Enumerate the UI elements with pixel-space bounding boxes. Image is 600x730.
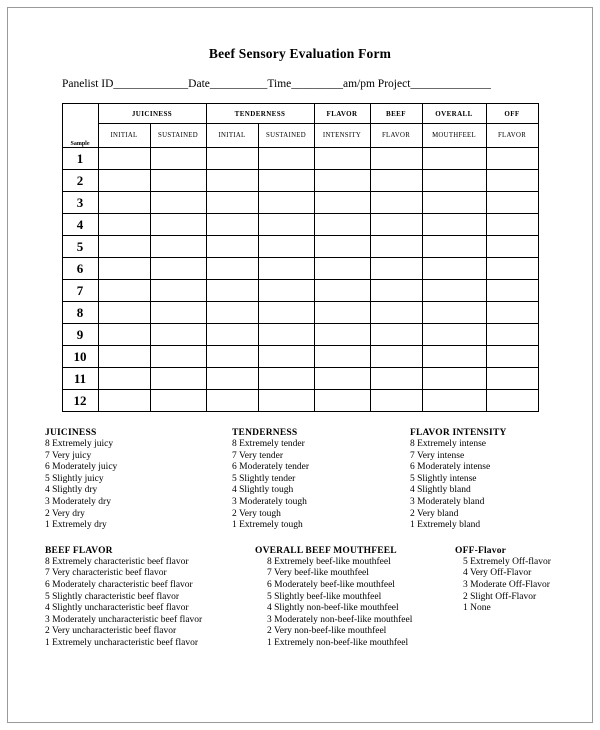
entry-cell	[98, 148, 150, 170]
entry-cell	[258, 346, 314, 368]
entry-cell	[258, 192, 314, 214]
entry-cell	[370, 192, 422, 214]
sample-number: 5	[62, 236, 98, 258]
entry-cell	[314, 192, 370, 214]
entry-cell	[206, 214, 258, 236]
sub-header-6-mouthfeel: MOUTHFEEL	[422, 124, 486, 148]
entry-cell	[150, 258, 206, 280]
legend-item: 8 Extremely intense	[410, 439, 486, 449]
legend-item: 6 Moderately intense	[410, 462, 491, 473]
sub-header-2-initial: INITIAL	[206, 124, 258, 148]
legend-row-top	[45, 428, 600, 532]
sample-number: 4	[62, 214, 98, 236]
legend-item: 2 Very non-beef-like mouthfeel	[267, 626, 387, 637]
sample-row-11	[62, 368, 538, 390]
entry-cell	[150, 324, 206, 346]
entry-cell	[422, 236, 486, 258]
legend-item: 1 Extremely dry	[45, 520, 107, 531]
legend-item: 2 Very tough	[232, 508, 281, 519]
legend-title: OVERALL BEEF MOUTHFEEL	[255, 545, 397, 556]
legend-item: 5 Slightly juicy	[45, 473, 104, 484]
group-header-beef: BEEF	[370, 104, 422, 124]
sample-row-3	[62, 192, 538, 214]
sub-header-7-flavor: FLAVOR	[486, 124, 538, 148]
entry-cell	[150, 236, 206, 258]
entry-cell	[370, 170, 422, 192]
entry-cell	[314, 302, 370, 324]
entry-cell	[486, 258, 538, 280]
entry-cell	[370, 368, 422, 390]
entry-cell	[486, 148, 538, 170]
entry-cell	[150, 214, 206, 236]
sample-row-1	[62, 148, 538, 170]
entry-cell	[486, 192, 538, 214]
group-header-tenderness: TENDERNESS	[206, 104, 314, 124]
sub-header-4-intensity: INTENSITY	[314, 124, 370, 148]
entry-cell	[258, 390, 314, 412]
legend-item: 3 Moderately tough	[232, 496, 307, 507]
legend-title: TENDERNESS	[232, 428, 298, 438]
sample-column-header: Sample	[62, 104, 98, 148]
sub-header-1-sustained: SUSTAINED	[150, 124, 206, 148]
legend-item: 7 Very beef-like mouthfeel	[267, 568, 369, 579]
entry-cell	[486, 390, 538, 412]
legend-title: JUICINESS	[45, 428, 97, 438]
legend-item: 4 Slightly uncharacteristic beef flavor	[45, 603, 189, 614]
legend-item: 3 Moderately bland	[410, 496, 485, 507]
sample-number: 2	[62, 170, 98, 192]
entry-cell	[98, 346, 150, 368]
entry-cell	[422, 214, 486, 236]
legend-item: 7 Very tender	[232, 450, 284, 461]
legend-item: 7 Very juicy	[45, 450, 92, 461]
entry-cell	[258, 170, 314, 192]
legend-item: 6 Moderately beef-like mouthfeel	[267, 579, 395, 590]
sample-number: 3	[62, 192, 98, 214]
entry-cell	[370, 258, 422, 280]
entry-cell	[150, 368, 206, 390]
entry-cell	[258, 324, 314, 346]
entry-cell	[486, 302, 538, 324]
entry-cell	[206, 302, 258, 324]
entry-cell	[150, 170, 206, 192]
entry-cell	[370, 280, 422, 302]
legend-item: 1 Extremely non-beef-like mouthfeel	[267, 637, 409, 648]
sample-number: 8	[62, 302, 98, 324]
entry-cell	[98, 192, 150, 214]
sample-row-6	[62, 258, 538, 280]
entry-cell	[370, 214, 422, 236]
legend-item: 4 Slightly dry	[45, 485, 98, 496]
entry-cell	[314, 324, 370, 346]
group-header-off: OFF	[486, 104, 538, 124]
legend-item: 2 Very bland	[410, 508, 459, 519]
entry-cell	[150, 280, 206, 302]
sample-row-5	[62, 236, 538, 258]
sample-number: 9	[62, 324, 98, 346]
entry-cell	[314, 236, 370, 258]
entry-cell	[370, 346, 422, 368]
sample-row-12	[62, 390, 538, 412]
form-title: Beef Sensory Evaluation Form	[208, 46, 392, 61]
entry-cell	[370, 236, 422, 258]
entry-cell	[422, 170, 486, 192]
entry-cell	[370, 148, 422, 170]
legend-title: BEEF FLAVOR	[45, 545, 113, 556]
legend-item: 7 Very characteristic beef flavor	[45, 568, 167, 579]
entry-cell	[98, 170, 150, 192]
header-fields-line: Panelist ID_____________Date__________Time_________am/pm Project______________	[62, 78, 491, 90]
entry-cell	[486, 324, 538, 346]
entry-cell	[486, 280, 538, 302]
sample-row-7	[62, 280, 538, 302]
entry-cell	[150, 346, 206, 368]
entry-cell	[150, 192, 206, 214]
entry-cell	[150, 302, 206, 324]
entry-cell	[150, 148, 206, 170]
legend-item: 8 Extremely tender	[232, 439, 305, 449]
entry-cell	[206, 324, 258, 346]
sample-row-8	[62, 302, 538, 324]
entry-cell	[258, 236, 314, 258]
entry-cell	[314, 368, 370, 390]
entry-cell	[258, 302, 314, 324]
legend-overall-beef-mouthfeel	[255, 546, 455, 650]
entry-cell	[314, 346, 370, 368]
legend-item: 6 Moderately juicy	[45, 462, 118, 473]
legend-title: OFF-Flavor	[455, 545, 507, 556]
entry-cell	[206, 346, 258, 368]
sample-row-9	[62, 324, 538, 346]
legend-item: 5 Slightly intense	[410, 473, 477, 484]
entry-cell	[486, 346, 538, 368]
legend-off-flavor	[455, 546, 551, 615]
entry-cell	[422, 280, 486, 302]
entry-cell	[314, 280, 370, 302]
entry-cell	[206, 280, 258, 302]
entry-cell	[486, 214, 538, 236]
legend-tenderness	[232, 428, 410, 532]
sample-number: 6	[62, 258, 98, 280]
legend-item: 2 Slight Off-Flavor	[463, 591, 537, 602]
entry-cell	[206, 236, 258, 258]
entry-cell	[258, 258, 314, 280]
entry-cell	[422, 368, 486, 390]
entry-cell	[206, 170, 258, 192]
entry-cell	[258, 148, 314, 170]
legend-section	[45, 428, 600, 650]
entry-cell	[98, 280, 150, 302]
legend-item: 7 Very intense	[410, 450, 465, 461]
legend-item: 1 Extremely uncharacteristic beef flavor	[45, 637, 198, 648]
group-header-flavor: FLAVOR	[314, 104, 370, 124]
sample-number: 11	[62, 368, 98, 390]
entry-cell	[206, 148, 258, 170]
entry-cell	[422, 346, 486, 368]
entry-cell	[98, 368, 150, 390]
legend-title: FLAVOR INTENSITY	[410, 428, 507, 438]
evaluation-table	[62, 103, 539, 412]
entry-cell	[370, 302, 422, 324]
legend-row-bottom	[45, 546, 600, 650]
entry-cell	[422, 390, 486, 412]
entry-cell	[98, 236, 150, 258]
entry-cell	[150, 390, 206, 412]
sub-header-3-sustained: SUSTAINED	[258, 124, 314, 148]
entry-cell	[258, 214, 314, 236]
legend-item: 3 Moderately uncharacteristic beef flavor	[45, 614, 203, 625]
legend-item: 3 Moderately dry	[45, 496, 111, 507]
sample-number: 10	[62, 346, 98, 368]
legend-item: 5 Slightly characteristic beef flavor	[45, 591, 180, 602]
entry-cell	[98, 324, 150, 346]
entry-cell	[258, 368, 314, 390]
entry-cell	[314, 148, 370, 170]
legend-item: 4 Slightly bland	[410, 485, 471, 496]
legend-item: 1 Extremely tough	[232, 520, 303, 531]
group-header-overall: OVERALL	[422, 104, 486, 124]
legend-item: 1 None	[463, 603, 491, 614]
legend-item: 3 Moderately non-beef-like mouthfeel	[267, 614, 413, 625]
sub-header-0-initial: INITIAL	[98, 124, 150, 148]
entry-cell	[206, 368, 258, 390]
entry-cell	[370, 324, 422, 346]
entry-cell	[486, 170, 538, 192]
entry-cell	[422, 148, 486, 170]
legend-item: 5 Slightly beef-like mouthfeel	[267, 591, 382, 602]
sample-number: 12	[62, 390, 98, 412]
group-header-juiciness: JUICINESS	[98, 104, 206, 124]
entry-cell	[486, 236, 538, 258]
sub-header-5-flavor: FLAVOR	[370, 124, 422, 148]
entry-cell	[422, 324, 486, 346]
legend-item: 4 Slightly tough	[232, 485, 294, 496]
sample-number: 1	[62, 148, 98, 170]
entry-cell	[206, 390, 258, 412]
legend-item: 8 Extremely beef-like mouthfeel	[267, 556, 391, 567]
entry-cell	[98, 390, 150, 412]
legend-item: 6 Moderately tender	[232, 462, 310, 473]
legend-item: 8 Extremely characteristic beef flavor	[45, 556, 189, 567]
entry-cell	[422, 302, 486, 324]
entry-cell	[314, 258, 370, 280]
legend-item: 5 Extremely Off-flavor	[463, 556, 551, 567]
entry-cell	[98, 214, 150, 236]
entry-cell	[98, 258, 150, 280]
entry-cell	[206, 258, 258, 280]
sample-row-4	[62, 214, 538, 236]
legend-flavor-intensity	[410, 428, 507, 532]
entry-cell	[314, 390, 370, 412]
sample-row-10	[62, 346, 538, 368]
entry-cell	[422, 258, 486, 280]
entry-cell	[258, 280, 314, 302]
legend-item: 8 Extremely juicy	[45, 439, 114, 449]
legend-item: 4 Slightly non-beef-like mouthfeel	[267, 603, 399, 614]
entry-cell	[422, 192, 486, 214]
entry-cell	[98, 302, 150, 324]
legend-juiciness	[45, 428, 232, 532]
entry-cell	[314, 214, 370, 236]
legend-item: 4 Very Off-Flavor	[463, 568, 532, 579]
entry-cell	[370, 390, 422, 412]
sample-row-2	[62, 170, 538, 192]
legend-beef-flavor	[45, 546, 255, 650]
legend-item: 6 Moderately characteristic beef flavor	[45, 579, 193, 590]
entry-cell	[206, 192, 258, 214]
legend-item: 1 Extremely bland	[410, 520, 481, 531]
entry-cell	[314, 170, 370, 192]
legend-item: 3 Moderate Off-Flavor	[463, 579, 550, 590]
legend-item: 2 Very dry	[45, 508, 85, 519]
sample-number: 7	[62, 280, 98, 302]
legend-item: 2 Very uncharacteristic beef flavor	[45, 626, 177, 637]
legend-item: 5 Slightly tender	[232, 473, 296, 484]
entry-cell	[486, 368, 538, 390]
